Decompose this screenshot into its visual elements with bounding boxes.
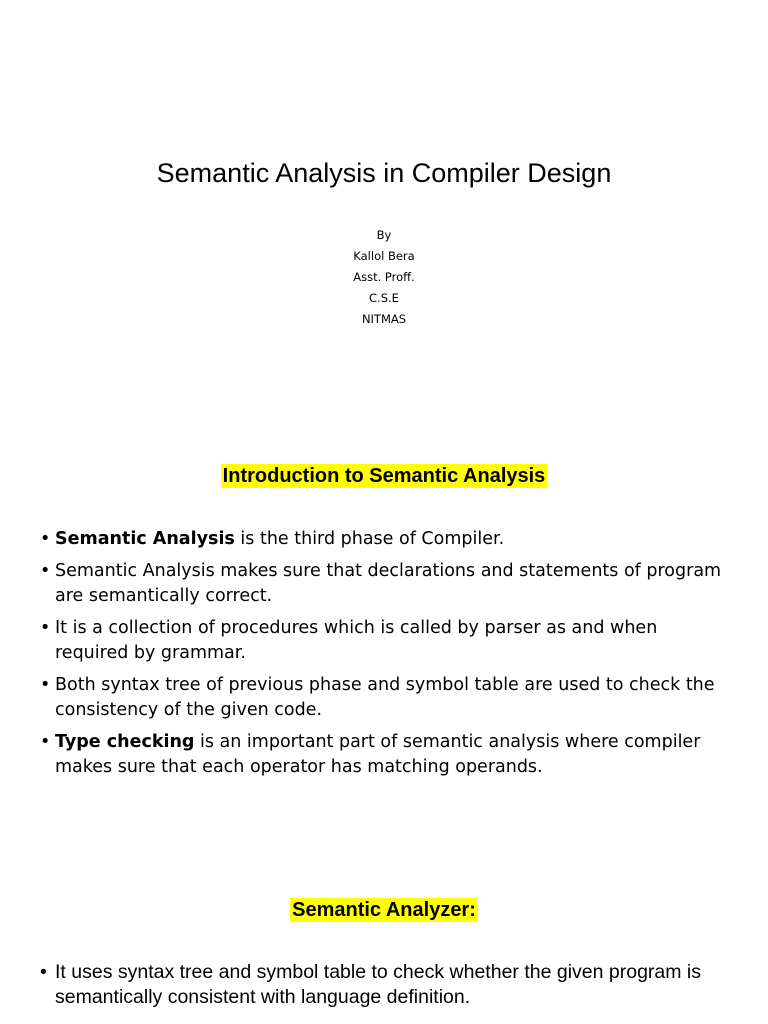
bullet-text: is the third phase of Compiler.: [234, 529, 505, 549]
intro-bullet-item: [40, 527, 730, 552]
bullet-text: Semantic Analysis makes sure that declarations and statements of program are semantically correct.: [55, 561, 722, 606]
bullet-text: It is a collection of procedures which is called by parser as and when required by grammar.: [55, 618, 658, 663]
analyzer-heading: [0, 895, 768, 925]
intro-heading: [0, 461, 768, 491]
byline-author: Kallol Bera: [353, 249, 415, 263]
bullet-icon: •: [40, 618, 51, 638]
byline: [0, 225, 768, 330]
byline-by: By: [376, 228, 392, 242]
bullet-text: It uses syntax tree and symbol table to check whether the given program is semantically consistent with language definition.: [55, 961, 701, 1008]
analyzer-bullet-list: [40, 960, 730, 1017]
byline-institute: NITMAS: [361, 312, 407, 326]
bullet-bold-term: Type checking: [55, 732, 195, 752]
page-title: Semantic Analysis in Compiler Design: [156, 158, 612, 188]
intro-bullet-list: [40, 527, 730, 787]
bullet-icon: •: [40, 529, 51, 549]
analyzer-heading-text: Semantic Analyzer:: [292, 899, 476, 921]
byline-designation: Asst. Proff.: [353, 270, 415, 284]
intro-heading-text: Introduction to Semantic Analysis: [222, 465, 546, 487]
intro-bullet-item: [40, 730, 730, 780]
intro-bullet-item: [40, 559, 730, 609]
bullet-bold-term: Semantic Analysis: [55, 529, 235, 549]
bullet-icon: •: [40, 675, 51, 695]
bullet-text: is an important part of semantic analysis where compiler makes sure that each operator has matching operands.: [55, 732, 701, 777]
bullet-text: Both syntax tree of previous phase and symbol table are used to check the consistency of the given code.: [55, 675, 715, 720]
bullet-icon: •: [40, 561, 51, 581]
bullet-icon: •: [40, 732, 51, 752]
bullet-icon: •: [40, 961, 47, 983]
intro-bullet-item: [40, 616, 730, 666]
intro-bullet-item: [40, 673, 730, 723]
analyzer-bullet-item: [40, 960, 730, 1010]
byline-department: C.S.E: [369, 291, 399, 305]
